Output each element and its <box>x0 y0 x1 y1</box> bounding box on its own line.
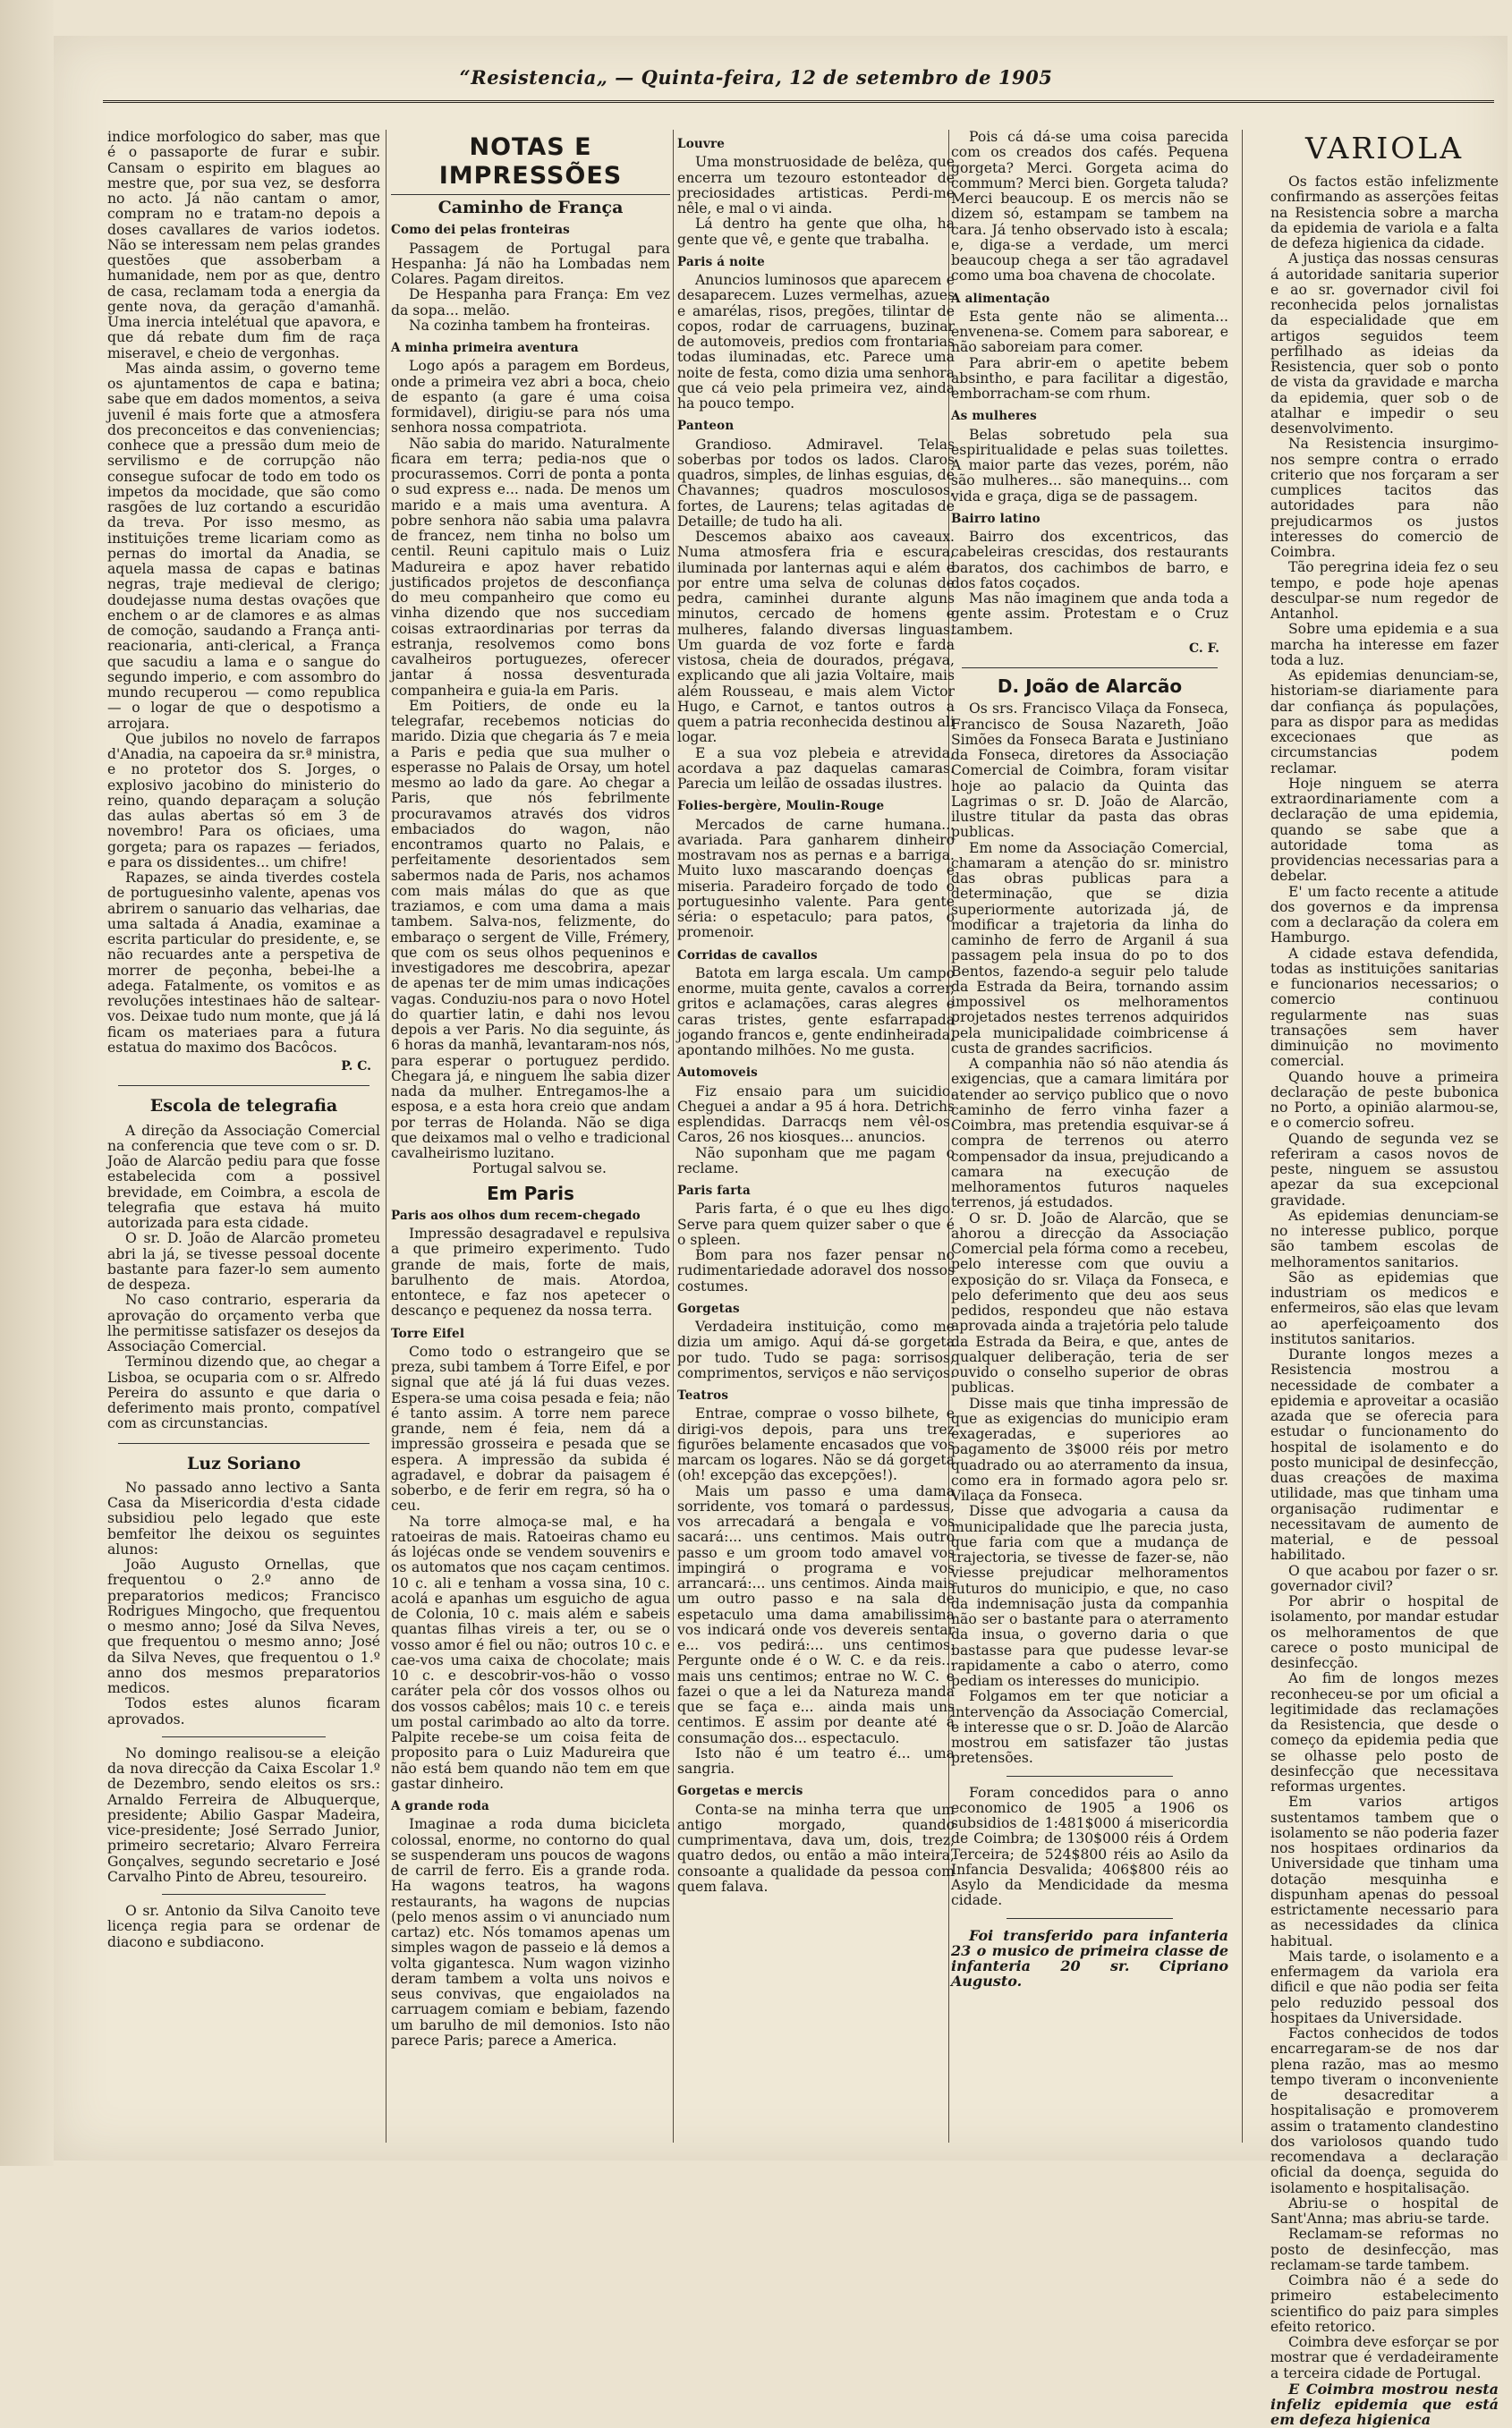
column-3 <box>677 130 955 2143</box>
article-paragraph: Disse mais que tinha impressão de que as exigencias do municipio eram exageradas, e superiores ao pagamento de 3$000 réis por metro quadrado ou ao aterramento da insua, como era in formado agora pelo sr. Vilaça da Fonseca. <box>951 1395 1228 1504</box>
article-paragraph: Imaginae a roda duma bicicleta colossal, enorme, no contorno do qual se suspenderam uns poucos de wagons de carril de ferro. Eis a grande roda. Ha wagons teatros, ha wagons restaurants, ha wagons de nupcias (pelo menos assim o vi anunciado num cartaz) etc. Nós tomamos apenas um simples wagon de passeio e lá demos a volta gigantesca. Num wagon vizinho deram tambem a volta uns noivos e seus convivas, que engaiolados na carruagem comiam e bebiam, fazendo um barulho de mil demonios. Isto não parece Paris; parece a America. <box>391 1816 670 2049</box>
subsection-title: A grande roda <box>391 1799 489 1813</box>
subsection-title: As mulheres <box>951 409 1037 424</box>
subsection-title: Automoveis <box>677 1065 758 1081</box>
article-paragraph: São as epidemias que industriam os medicos e enfermeiros, são elas que levam ao aperfeiçoamento dos institutos sanitarios. <box>1270 1269 1499 1347</box>
article-paragraph: Em varios artigos sustentamos tambem que o isolamento se não poderia fazer nos hospitaes ordinarios da Universidade que tinham uma dotação mesquinha e dispunham apenas do pessoal estrictamente necessario para as necessidades da clinica habitual. <box>1270 1794 1499 1949</box>
article-paragraph: Disse que advogaria a causa da municipalidade que lhe parecia justa, que faria com que a mudança de trajectoria, se tivesse de fazer-se, não viesse prejudicar melhoramentos futuros do municipio, e que, no caso da indemnisação justa da companhia não ser o bastante para o aterramento da insua, o governo daria o que bastasse para que pudesse levar-se rapidamente a cabo o aterro, como pediam os interesses do municipio. <box>951 1503 1228 1689</box>
article-divider <box>118 1443 370 1444</box>
article-paragraph: Conta-se na minha terra que um antigo morgado, quando cumprimentava, dava um, dois, trez, quatro dedos, ou então a mão inteira, consoante a qualidade da pessoa com quem falava. <box>677 1801 955 1895</box>
article-divider <box>118 1085 370 1086</box>
article-paragraph: Folgamos em ter que noticiar a intervenção da Associação Comercial, e interesse que o sr. D. João de Alarcão mostrou em satisfazer tão justas pretensões. <box>951 1688 1228 1767</box>
page-edge <box>0 0 54 2166</box>
article-paragraph: Como todo o estrangeiro que se preza, subi tambem á Torre Eifel, e por signal que até já lá fui duas vezes. Espera-se uma coisa pesada e feia; não é tanto assim. A torre nem parece grande, nem é feia, nem dá a impressão grosseira e pesada que se espera. A impressão da subida é agradavel, e dobrar da paisagem é soberbo, e de ferir em regra, só ha o ceu. <box>391 1343 670 1515</box>
article-paragraph: Por abrir o hospital de isolamento, por mandar estudar os melhoramentos de que carece o posto municipal de desinfecção. <box>1270 1593 1499 1671</box>
article-paragraph: Entrae, comprae o vosso bilhete, e dirigi-vos depois, para uns trez figurões belamente encasados que vos marcam os logares. Não se dá gorgeta (oh! excepção das excepções!). <box>677 1405 955 1484</box>
article-paragraph: Grandioso. Admiravel. Telas soberbas por todos os lados. Claros quadros, simples, de linhas esguias, de Chavannes; quadros mosculosos, fortes, de Laurens; telas agitadas de Detaille; de tudo ha ali. <box>677 436 955 530</box>
article-paragraph: A companhia não só não atendia ás exigencias, que a camara limitára por atender ao serviço publico que o novo caminho de ferro vinha fazer a Coimbra, mas pretendia esquivar-se á compra de terrenos ou aterro compensador da insua, prejudicando a camara na execução de melhoramentos futuros naqueles terrenos, já estudados. <box>951 1056 1228 1211</box>
subsection-title: Paris á noite <box>677 254 765 269</box>
article-paragraph: Uma monstruosidade de belêza, que encerra um tezouro estonteador de preciosidades artisticas. Perdi-me nêle, e mal o vi ainda. <box>677 154 955 216</box>
article-paragraph: O sr. Antonio da Silva Canoito teve licença regia para se ordenar de diacono e subdiacono. <box>107 1903 380 1950</box>
article-paragraph: Passagem de Portugal para Hespanha: Já não ha Lombadas nem Colares. Pagam direitos. <box>391 240 670 287</box>
article-title: D. João de Alarcão <box>997 675 1183 697</box>
article-paragraph: Durante longos mezes a Resistencia mostrou a necessidade de combater a epidemia e aproveitar a ocasião azada que se oferecia para estudar o funcionamento do hospital de isolamento e do posto municipal de desinfecção, duas creações de maxima utilidade, mas que tinham uma organisação rudimentar e necessitavam de aumento de material, e de pessoal habilitado. <box>1270 1346 1499 1564</box>
article-paragraph: Na torre almoça-se mal, e ha ratoeiras de mais. Ratoeiras chamo eu ás lojécas onde se vendem souvenirs e os automatos que nos caçam centimos. 10 c. ali e tenham a vossa sina, 10 c. acolá e apanhas um esguicho de agua de Colonia, 10 c. mais além e sabeis quantas filhas vireis a ter, ou se o vosso amor é fiel ou não; outros 10 c. e cae-vos uma caixa de chocolate; mais 10 c. e descobrir-vos-hão o vosso caráter pela côr dos vossos olhos ou dos vossos cabêlos; mais 10 c. e tereis um postal carimbado ao alto da torre. Palpite recebe-se um coisa feita de proposito para o Luiz Madureira que não está bem quando não tem em que gastar dinheiro. <box>391 1513 670 1792</box>
article-paragraph: Mas não imaginem que anda toda a gente assim. Protestam e o Cruz tambem. <box>951 590 1228 638</box>
article-paragraph: Que jubilos no novelo de farrapos d'Anadia, na capoeira da sr.ª ministra, e no protetor dos S. Jorges, o explosivo jacobino do ministerio do reino, quando deparaçam a solução das aulas abertas só em 3 de novembro! Para os oficiaes, uma gorgeta; para os rapazes — feriados, e para os dissidentes... um chifre! <box>107 730 380 870</box>
subsection-title: Teatros <box>677 1388 729 1403</box>
article-paragraph: Tão peregrina ideia fez o seu tempo, e pode hoje apenas desculpar-se num regedor de Antanhol. <box>1270 559 1499 622</box>
article-paragraph: Para abrir-em o apetite bebem absintho, e para facilitar a digestão, emborracham-se com rhum. <box>951 354 1228 402</box>
article-paragraph: As epidemias denunciam-se, historiam-se diariamente para dar confiança ás populações, para as dispor para as medidas excecionaes que as circumstancias podem reclamar. <box>1270 667 1499 777</box>
article-paragraph: Foi transferido para infanteria 23 o musico de primeira classe de infanteria 20 sr. Cipriano Augusto. <box>951 1926 1228 1991</box>
article-paragraph: Fiz ensaio para um suicidio. Cheguei a andar a 95 á hora. Detrichs esplendidas. Darracqs nem vêl-os. Caros, 26 nos kiosques... anuncios. <box>677 1082 955 1146</box>
article-paragraph: Na cozinha tambem ha fronteiras. <box>409 317 651 334</box>
article-paragraph: Em Poitiers, de onde eu la telegrafar, recebemos noticias do marido. Dizia que chegaria ás 7 e meia a Paris e pedia que sua mulher o esperasse no Palais de Orsay, um hotel mesmo ao lado da gare. Ao chegar a Paris, que nós febrilmente procuravamos através dos vidros embaciados do wagon, não encontramos quarto no Palais, e perfeitamente desorientados sem sabermos nada de Paris, nos achamos com mais málas do que as que traziamos, e com uma dama a mais tambem. Salva-nos, felizmente, do embaraço o sergent de Ville, Frémery, que com os seus olhos pequeninos e investigadores me descobrira, apezar de apenas ter de mim umas indicações vagas. Conduziu-nos para o novo Hotel do quartier latin, e dahi nos levou depois a ver Paris. No dia seguinte, ás 6 horas da manhã, levantaram-nos nós, para esperar o portuguez perdido. Chegara já, e ninguem lhe sabia dizer nada da mulher. Entregamos-lhe a esposa, e a esta hora creio que andam por terras de Holanda. Não se diga que deixamos mal o velho e tradicional cavalheirismo luzitano. <box>391 697 670 1161</box>
article-paragraph: Portugal salvou se. <box>472 1160 607 1177</box>
subsection-title: A alimentação <box>951 291 1050 306</box>
article-paragraph: Os factos estão infelizmente confirmando as asserções feitas na Resistencia sobre a marcha da epidemia de variola e a falta de defeza higienica da cidade. <box>1270 174 1499 251</box>
article-paragraph: E a sua voz plebeia e atrevida, acordava a paz daquelas camaras. Parecia um leilão de ossadas ilustres. <box>677 744 955 792</box>
article-paragraph: Pois cá dá-se uma coisa parecida com os creados dos cafés. Pequena gorgeta? Merci. Gorgeta acima do commum? Merci bien. Gorgeta taluda? Merci beaucoup. E os mercis não se dizem só, estampam se tambem na cara. Já tenho observado isto à escala; e, diga-se a verdade, um merci beaucoup chega a ser tão agradavel como uma boa chavena de chocolate. <box>951 129 1228 284</box>
article-paragraph: Quando de segunda vez se referiram a casos novos de peste, ninguem se assustou apezar da sua excepcional gravidade. <box>1270 1130 1499 1209</box>
article-paragraph: João Augusto Ornellas, que frequentou o 2.º anno de preparatorios medicos; Francisco Rodrigues Mingocho, que frequentou o mesmo anno; José da Silva Neves, que frequentou o mesmo anno; José da Silva Neves, que frequentou o 1.º anno dos mesmos preparatorios medicos. <box>107 1557 380 1696</box>
article-paragraph: Descemos abaixo aos caveaux. Numa atmosfera fria e escura, iluminada por lanternas aqui e além e por entre uma selva de colunas de pedra, caminhei durante alguns minutos, cercado de homens e mulheres, falando diversas linguas. Um guarda de voz forte e farda vistosa, cheia de dourados, prégava, explicando que ali jazia Voltaire, mais além Rousseau, e mais alem Victor Hugo, e Carnot, e tantos outros a quem a patria reconhecida destinou ali logar. <box>677 529 955 746</box>
column-2 <box>391 130 670 2143</box>
article-paragraph: Esta gente não se alimenta... envenena-se. Comem para saborear, e não saboreiam para comer. <box>951 308 1228 356</box>
article-paragraph: De Hespanha para França: Em vez da sopa... melão. <box>391 286 670 318</box>
article-paragraph: Anuncios luminosos que aparecem e desaparecem. Luzes vermelhas, azues e amarélas, risos, pregões, tilintar de copos, rodar de carruagens, buzinar de automoveis, predios com frontarias todas iluminadas, etc. Parece uma noite de festa, como dizia uma senhora que cá veio pela primeira vez, ainda ha pouco tempo. <box>677 272 955 412</box>
article-paragraph: No caso contrario, esperaria da aprovação do orçamento verba que lhe permitisse satisfazer os desejos da Associação Comercial. <box>107 1292 380 1354</box>
column-rule <box>673 130 674 2143</box>
article-paragraph: Rapazes, se ainda tiverdes costela de portuguesinho valente, apenas vos abrirem o sanuario das velharias, dae uma saltada á Anadia, examinae a escrita particular do presidente, e, se não recuardes ante a perspetiva de morrer de peçonha, bebei-lhe a adega. Fatalmente, os vomitos e as revoluções intestinaes hão de saltear-vos. Deixae tudo num monte, que já lá ficam os materiaes para a futura estatua do maximo dos Bacôcos. <box>107 870 380 1056</box>
article-paragraph: Os srs. Francisco Vilaça da Fonseca, Francisco de Sousa Nazareth, João Simões da Fonseca Barata e Justiniano da Fonseca, diretores da Associação Comercial de Coimbra, foram visitar hoje ao palacio da Quinta das Lagrimas o sr. D. João de Alarcão, ilustre titular da pasta das obras publicas. <box>951 700 1228 841</box>
article-paragraph: As epidemias denunciam-se no interesse publico, porque são tambem escolas de melhoramentos sanitarios. <box>1270 1207 1499 1270</box>
article-paragraph: No domingo realisou-se a eleição da nova direcção da Caixa Escolar 1.º de Dezembro, sendo eleitos os srs.: Arnaldo Ferreira de Albuquerque, presidente; Abilio Gaspar Madeira, vice-presidente; José Serrado Junior, primeiro secretario; Alvaro Ferreira Gonçalves, segundo secretario e José Carvalho Pinto de Abreu, tesoureiro. <box>107 1745 380 1885</box>
article-paragraph: A direção da Associação Comercial na conferencia que teve com o sr. D. João de Alarcão pediu para que fosse estabelecida com a possivel brevidade, em Coimbra, a escola de telegrafia que estava há muito autorizada para esta cidade. <box>107 1122 380 1231</box>
running-head: “Resistencia„ — Quinta-feira, 12 de setembro de 1905 <box>459 66 1053 89</box>
article-paragraph: O que acabou por fazer o sr. governador civil? <box>1270 1562 1499 1594</box>
article-divider <box>1007 1918 1173 1919</box>
article-paragraph: O sr. D. João de Alarcão, que se ahorou a direcção da Associação Comercial pela fórma como a recebeu, pelo interesse com que ouviu a exposição do sr. Vilaça da Fonseca, e pelo deferimento que deu aos seus pedidos, respondeu que não estava aprovada ainda a trajetória pelo talude da Estrada da Beira, e que, antes de qualquer deliberação, teria de ser ouvido o conselho superior de obras publicas. <box>951 1210 1228 1397</box>
article-paragraph: Mais um passo e uma dama sorridente, vos tomará o pardessus, vos arrecadará a bengala e vos sacará:... uns centimos. Mais outro passo e um groom todo amavel vos impingirá o programa e vos arrancará:... uns centimos. Ainda mais um outro passo e na sala de espetaculo uma dama amabilissima vos indicará onde vos devereis sentar e... vos pedirá:... uns centimos. Pergunte onde é o W. C. e da reis... mais uns centimos; entrae no W. C. e fazei o que a lei da Natureza manda que se faça e... ainda mais uns centimos. E assim por deante até á consumação dos... espectaculo. <box>677 1482 955 1746</box>
article-paragraph: No passado anno lectivo a Santa Casa da Misericordia d'esta cidade subsidiou pelo legado que este bemfeitor lhe deixou os seguintes alunos: <box>107 1479 380 1558</box>
subsection-title: Gorgetas e mercis <box>677 1784 803 1799</box>
subsection-title: Corridas de cavallos <box>677 947 818 963</box>
article-paragraph: Em nome da Associação Comercial, chamaram a atenção do sr. ministro das obras publicas para a determinação, que se dizia superiormente autorizada já, de modificar a trajetoria da linha do caminho de ferro de Arganil á sua passagem pela insua do po to dos Bentos, fazendo-a seguir pelo talude da Estrada da Beira, tornando assim impossivel os melhoramentos projetados nestes terrenos adquiridos pela municipalidade coimbricense á custa de grandes sacrificios. <box>951 839 1228 1057</box>
subsection-title: Paris aos olhos dum recem-chegado <box>391 1208 641 1223</box>
subsection-title: Gorgetas <box>677 1301 740 1316</box>
article-paragraph: Todos estes alunos ficaram aprovados. <box>107 1695 380 1728</box>
article-paragraph: Lá dentro ha gente que olha, ha gente que vê, e gente que trabalha. <box>677 216 955 248</box>
article-title: Em Paris <box>487 1182 574 1204</box>
article-paragraph: Bairro dos excentricos, das cabeleiras crescidas, dos restaurants baratos, dos cachimbos de barro, e dos fatos coçados. <box>951 529 1228 591</box>
article-paragraph: Reclamam-se reformas no posto de desinfecção, mas reclamam-se tarde tambem. <box>1270 2226 1499 2273</box>
article-paragraph: Verdadeira instituição, como me dizia um amigo. Aqui dá-se gorgeta por tudo. Tudo se paga: sorrisos, comprimentos, serviços e não serviços. <box>677 1319 955 1381</box>
article-paragraph: Bom para nos fazer pensar no rudimentariedade adoravel dos nossos costumes. <box>677 1247 955 1295</box>
article-paragraph: O sr. D. João de Alarcão prometeu abri la já, se tivesse pessoal docente bastante para fazer-lo sem aumento de despeza. <box>107 1230 380 1293</box>
article-paragraph: Sobre uma epidemia e a sua marcha ha interesse em fazer toda a luz. <box>1270 621 1499 668</box>
article-paragraph: Não sabia do marido. Naturalmente ficara em terra; pedia-nos que o procurassemos. Corri de ponta a ponta o sud express e... nada. De menos um marido e a mais uma aventura. A pobre senhora não sabia uma palavra de francez, nem tinha no bolso um centil. Reuni capitulo mais o Luiz Madureira e apoz haver rebatido justificados projetos de desconfiança do meu companheiro que como eu vinha dizendo que nos succediam coisas extraordinarias por terras da estranja, resolvemos como bons cavalheiros portuguezes, oferecer jantar á nossa desventurada companheira e guia-la em Paris. <box>391 435 670 699</box>
article-divider <box>162 1894 326 1895</box>
article-divider <box>962 667 1217 668</box>
column-rule <box>1242 130 1243 2143</box>
article-paragraph: Foram concedidos para o anno economico de 1905 a 1906 os subsidios de 1:481$000 á misericordia de Coimbra; de 130$000 réis á Ordem Terceira; de 524$800 réis ao Asilo da Infancia Desvalida; 406$800 réis ao Asylo da Mendicidade da mesma cidade. <box>951 1784 1228 1909</box>
subsection-title: Louvre <box>677 137 726 151</box>
article-paragraph: Isto não é um teatro é... uma sangria. <box>677 1745 955 1777</box>
article-paragraph: Na Resistencia insurgimo-nos sempre contra o errado criterio que nos forçaram a ser cumplices tacitos das autoridades para não prejudicarmos os justos interesses do comercio de Coimbra. <box>1270 436 1499 560</box>
subsection-title: Como dei pelas fronteiras <box>391 223 570 238</box>
article-paragraph: Quando houve a primeira declaração de peste bubonica no Porto, a opinião alarmou-se, e o comercio sofreu. <box>1270 1068 1499 1132</box>
subsection-title: A minha primeira aventura <box>391 341 579 355</box>
article-paragraph: E Coimbra mostrou nesta infeliz epidemia que está em defeza higienica <box>1270 2380 1499 2428</box>
subsection-title: Folies-bergère, Moulin-Rouge <box>677 799 885 814</box>
article-paragraph: Belas sobretudo pela sua espiritualidade e pelas suas toilettes. A maior parte das vezes, porém, não são mulheres... são manequins... com vida e graça, diga se de passagem. <box>951 426 1228 505</box>
column-4 <box>951 130 1228 2143</box>
article-paragraph: Batota em larga escala. Um campo enorme, muita gente, cavalos a correr, gritos e aclamações, caras alegres e caras tristes, gente esfarrapada jogando francos e, gente endinheirada, apontando milhões. No me gusta. <box>677 964 955 1058</box>
article-paragraph: indice morfologico do saber, mas que é o passaporte de furar e subir. Cansam o espirito em blagues ao mestre que, por sua vez, se desforra no acto. Já não cantam o amor, compram no e tratam-no depois a doses cavallares de varios iodetos. Não se interessam nem pelas grandes questões que assoberbam a humanidade, nem por as que, dentro de casa, reclamam toda a energia da gente nova, da geração d'amanhã. Uma inercia intelétual que apavora, e que dá rebate dum fim de raça miseravel, e cheio de vergonhas. <box>107 129 380 361</box>
article-paragraph: Logo após a paragem em Bordeus, onde a primeira vez abri a boca, cheio de espanto (a gare é uma coisa formidavel), dirigiu-se para nós uma senhora nossa compatriota. <box>391 358 670 437</box>
article-paragraph: A justiça das nossas censuras á autoridade sanitaria superior e ao sr. governador civil foi reconhecida pelos jornalistas da especialidade que em artigos seguidos teem perfilhado as ideias da Resistencia, quer sob o ponto de vista da gravidade e marcha da epidemia, quer sob o de atalhar e impedir o seu desenvolvimento. <box>1270 250 1499 437</box>
article-paragraph: Abriu-se o hospital de Sant'Anna; mas abriu-se tarde. <box>1270 2195 1499 2227</box>
article-divider <box>162 1736 326 1737</box>
subsection-title: Torre Eifel <box>391 1326 465 1341</box>
article-paragraph: Coimbra não é a sede do primeiro estabelecimento scientifico do paiz para simples efeito retorico. <box>1270 2272 1499 2335</box>
article-paragraph: Mas ainda assim, o governo teme os ajuntamentos de capa e batina; sabe que em dados momentos, a seiva juvenil é mais forte que a atmosfera dos preconceitos e das conveniencias; conhece que a pressão dum meio de servilismo e de corrupção não consegue sufocar de todo em todo os impetos da mocidade, que são como rasgões de luz cortando a escuridão da treva. Por isso mesmo, as instituições treme licariam como as pernas do imortal da Anadia, se aquela massa de capas e batinas negras, traje medieval de clerigo; doudejasse numa destas ovações que enchem o ar de clamores e as almas de comoção, saudando a França anti-reacionaria, anti-clerical, a França que sacudiu a lama e o sangue do segundo imperio, e com assombro do mundo recuperou — como republica — o logar de que o despotismo a arrojara. <box>107 360 380 732</box>
article-paragraph: A cidade estava defendida, todas as instituições sanitarias e funcionarios necessarios; o comercio continuou regularmente nas suas transações sem haver diminuição no movimento comercial. <box>1270 945 1499 1070</box>
subsection-title: Bairro latino <box>951 511 1041 526</box>
subsection-title: Panteon <box>677 419 735 434</box>
article-title: VARIOLA <box>1304 131 1465 166</box>
article-paragraph: Mais tarde, o isolamento e a enfermagem da variola era dificil e que não podia ser feita pelo reduzido pessoal dos hospitaes da Universidade. <box>1270 1948 1499 2026</box>
article-paragraph: Impressão desagradavel e repulsiva a que primeiro experimento. Tudo grande de mais, forte de mais, barulhento de mais. Atordoa, entontece, e faz nos apetecer o descanço e pequenez da nossa terra. <box>391 1226 670 1320</box>
author-signature: C. F. <box>1188 641 1219 656</box>
article-paragraph: Coimbra deve esforçar se por mostrar que é verdadeiramente a terceira cidade de Portugal. <box>1270 2334 1499 2381</box>
article-paragraph: E' um facto recente a atitude dos governos e da imprensa com a declaração da colera em Hamburgo. <box>1270 883 1499 947</box>
article-paragraph: Terminou dizendo que, ao chegar a Lisboa, se ocuparia com o sr. Alfredo Pereira do assunto e que daria o deferimento mais pronto, compatível com as circunstancias. <box>107 1354 380 1432</box>
article-title: Luz Soriano <box>187 1453 301 1473</box>
section-heading: NOTAS E IMPRESSÕES <box>391 133 670 195</box>
subsection-title: Paris farta <box>677 1184 751 1198</box>
column-1 <box>107 130 380 2143</box>
header-rule <box>103 100 1494 103</box>
article-paragraph: Paris farta, é o que eu lhes digo. Serve para quem quizer saber o que é o spleen. <box>677 1201 955 1248</box>
article-title: Escola de telegrafia <box>149 1096 338 1116</box>
column-5 <box>1270 130 1499 2428</box>
article-divider <box>1007 1776 1173 1777</box>
article-paragraph: Factos conhecidos de todos encarregaram-se de nos dar plena razão, mas ao mesmo tempo tiveram o inconveniente de desacreditar a hospitalisação e promoverem assim o tratamento clandestino dos variolosos quando tudo recomendava a declaração oficial da doença, seguida do isolamento e hospitalisação. <box>1270 2025 1499 2196</box>
article-paragraph: Hoje ninguem se aterra extraordinariamente com a declaração de uma epidemia, quando se sabe que a autoridade toma as providencias necessarias para a debelar. <box>1270 775 1499 885</box>
article-title: Caminho de França <box>437 198 624 217</box>
article-paragraph: Mercados de carne humana... avariada. Para ganharem dinheiro mostravam nos as pernas e a barriga. Muito luxo mascarando doenças e miseria. Paradeiro forçado de todo o portuguesinho valente. Para gente séria: o espetaculo; para patos, o promenoir. <box>677 816 955 941</box>
author-signature: P. C. <box>341 1059 371 1074</box>
article-paragraph: Ao fim de longos mezes reconheceu-se por um oficial a legitimidade das reclamações da Resistencia, que desde o começo da epidemia pedia que se olhasse pelo posto de desinfecção que necessitava reformas urgentes. <box>1270 1670 1499 1795</box>
article-paragraph: Não suponham que me pagam o reclame. <box>677 1144 955 1176</box>
